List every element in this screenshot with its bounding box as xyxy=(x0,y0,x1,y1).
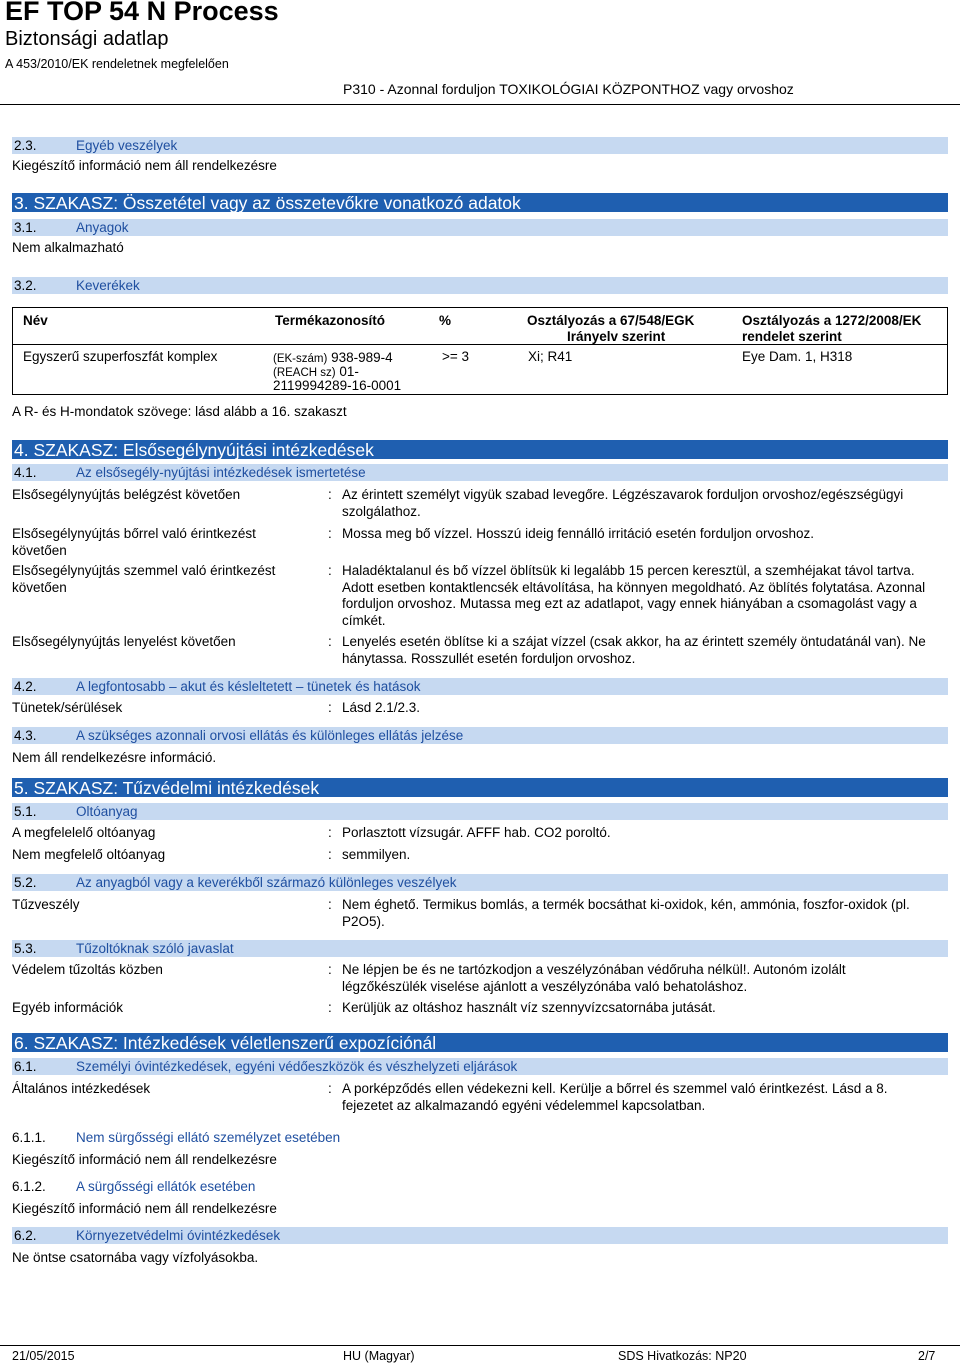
subsection-number: 6.1. xyxy=(14,1059,37,1074)
subsection-number: 5.2. xyxy=(14,875,37,890)
section-title: 6. SZAKASZ: Intézkedések véletlenszerű expozíciónál xyxy=(14,1033,437,1053)
table-row-percent: >= 3 xyxy=(442,349,470,364)
field-separator: : xyxy=(328,634,332,649)
footer-date: 21/05/2015 xyxy=(12,1349,75,1363)
p-statement: P310 - Azonnal forduljon TOXIKOLÓGIAI KÖZPONTHOZ vagy orvoshoz xyxy=(343,81,794,97)
info-text: Kiegészítő információ nem áll rendelkezésre xyxy=(12,1201,277,1216)
field-value: Ne lépjen be és ne tartózkodjon a veszélyzónában védőruha nélkül!. Autonóm izolált légzőkészülék viselése ajánlott a veszélyzónába való behatoláshoz. xyxy=(342,962,846,994)
subsection-number: 5.1. xyxy=(14,804,37,819)
subsection-title: Környezetvédelmi óvintézkedések xyxy=(76,1228,281,1243)
subsection-title: Az elsősegély-nyújtási intézkedések ismertetése xyxy=(76,465,366,480)
field-label: Elsősegélynyújtás bőrrel való érintkezést követően xyxy=(12,526,256,558)
table-row-reach-number-cont: 2119994289-16-0001 xyxy=(273,378,402,393)
col-header-directive-line2: Irányelv szerint xyxy=(567,329,666,344)
field-separator: : xyxy=(328,897,332,912)
subsection-title: Az anyagból vagy a keverékből származó különleges veszélyek xyxy=(76,875,457,890)
col-header-directive: Osztályozás a 67/548/EGK xyxy=(527,313,695,328)
subsection-title: Keverékek xyxy=(76,278,140,293)
field-label: Tűzveszély xyxy=(12,897,80,912)
subsection-number: 3.1. xyxy=(14,220,37,235)
reach-value: 01- xyxy=(339,364,359,379)
table-row-reach-number xyxy=(273,364,359,379)
section-title: 3. SZAKASZ: Összetétel vagy az összetevőkre vonatkozó adatok xyxy=(14,193,521,213)
document-title: EF TOP 54 N Process xyxy=(5,0,279,26)
subsection-title: Személyi óvintézkedések, egyéni védőeszközök és vészhelyzeti eljárások xyxy=(76,1059,518,1074)
field-label: Egyéb információk xyxy=(12,1000,124,1015)
info-text: Nem alkalmazható xyxy=(12,240,124,255)
section-title: 5. SZAKASZ: Tűzvédelmi intézkedések xyxy=(14,778,320,798)
field-label: Nem megfelelő oltóanyag xyxy=(12,847,166,862)
subsection-5-1 xyxy=(12,803,948,820)
subsection-number: 3.2. xyxy=(14,278,37,293)
subsection-4-3 xyxy=(12,727,948,744)
footer-sds-reference: SDS Hivatkozás: NP20 xyxy=(618,1349,747,1363)
subsection-5-2 xyxy=(12,874,948,891)
info-text: Nem áll rendelkezésre információ. xyxy=(12,750,217,765)
subsection-title: Oltóanyag xyxy=(76,804,138,819)
table-row-regulation-class: Eye Dam. 1, H318 xyxy=(742,349,853,364)
section-6-header xyxy=(12,1033,948,1052)
subsection-4-1 xyxy=(12,464,948,481)
field-value: Nem éghető. Termikus bomlás, a termék bocsáthat ki-oxidok, kén, ammónia, foszfor-oxidok (pl. P2O5). xyxy=(342,897,910,929)
col-header-name: Név xyxy=(23,313,48,328)
info-text: Kiegészítő információ nem áll rendelkezésre xyxy=(12,1152,277,1167)
field-separator: : xyxy=(328,1000,332,1015)
field-value: Mossa meg bő vízzel. Hosszú ideig fennálló irritáció esetén forduljon orvoshoz. xyxy=(342,526,814,541)
regulation-note: A 453/2010/EK rendeletnek megfelelően xyxy=(5,57,229,71)
subsection-6-1 xyxy=(12,1058,948,1075)
footer-page-number: 2/7 xyxy=(918,1349,936,1363)
table-header-divider xyxy=(13,344,947,345)
field-value: semmilyen. xyxy=(342,847,411,862)
reach-label: (REACH sz) xyxy=(273,367,336,379)
subsection-title: Tűzoltóknak szóló javaslat xyxy=(76,941,234,956)
subsection-title: Nem sürgősségi ellátó személyzet esetében xyxy=(76,1130,341,1145)
table-row-directive-class: Xi; R41 xyxy=(528,349,573,364)
field-label: Általános intézkedések xyxy=(12,1081,151,1096)
header-divider xyxy=(0,104,960,105)
subsection-title: A sürgősségi ellátók esetében xyxy=(76,1179,256,1194)
ec-value: 938-989-4 xyxy=(331,350,393,365)
footer-language: HU (Magyar) xyxy=(343,1349,415,1363)
info-text: Kiegészítő információ nem áll rendelkezésre xyxy=(12,158,277,173)
col-header-identifier: Termékazonosító xyxy=(275,313,386,328)
field-value: Lásd 2.1/2.3. xyxy=(342,700,421,715)
table-note: A R- és H-mondatok szövege: lásd alább a 16. szakaszt xyxy=(12,404,347,419)
footer-divider xyxy=(0,1345,960,1346)
field-label: Elsősegélynyújtás belégzést követően xyxy=(12,487,241,502)
document-subtitle: Biztonsági adatlap xyxy=(5,28,169,50)
field-separator: : xyxy=(328,1081,332,1096)
section-3-header xyxy=(12,193,948,212)
subsection-number: 4.2. xyxy=(14,679,37,694)
table-row-ec-number xyxy=(273,350,393,365)
section-title: 4. SZAKASZ: Elsősegélynyújtási intézkedések xyxy=(14,440,374,460)
field-separator: : xyxy=(328,700,332,715)
field-separator: : xyxy=(328,487,332,502)
section-4-header xyxy=(12,440,948,459)
subsection-6-2 xyxy=(12,1227,948,1244)
field-value: Az érintett személyt vigyük szabad levegőre. Légzészavarok forduljon orvoshoz/egészségügyi szolgálathoz. xyxy=(342,487,904,519)
field-label: Tünetek/sérülések xyxy=(12,700,123,715)
field-label: Védelem tűzoltás közben xyxy=(12,962,163,977)
subsection-6-1-2 xyxy=(12,1179,256,1194)
ec-label: (EK-szám) xyxy=(273,353,328,365)
field-label: A megfelelelő oltóanyag xyxy=(12,825,156,840)
field-separator: : xyxy=(328,962,332,977)
field-separator: : xyxy=(328,847,332,862)
field-separator: : xyxy=(328,526,332,541)
col-header-regulation-line2: rendelet szerint xyxy=(742,329,842,344)
subsection-title: A szükséges azonnali orvosi ellátás és különleges ellátás jelzése xyxy=(76,728,464,743)
subsection-number: 6.1.1. xyxy=(12,1130,46,1145)
subsection-5-3 xyxy=(12,940,948,957)
subsection-number: 4.1. xyxy=(14,465,37,480)
field-value: Kerüljük az oltáshoz használt víz szennyvízcsatornába jutását. xyxy=(342,1000,716,1015)
composition-table xyxy=(12,307,948,395)
field-value: Haladéktalanul és bő vízzel öblítsük ki legalább 15 percen keresztül, a szemhéjakat távol tartva. Adott esetben kontaktlencsék eltávolítása, ha könnyen megoldható. Az öblítés folytatása. Azonnal forduljon orvoshoz. Mutassa meg ezt az adatlapot, vagy ennek hiányában a csomagolást vagy a címkét. xyxy=(342,563,926,628)
field-value: A porképződés ellen védekezni kell. Kerülje a bőrrel és szemmel való érintkezést. Lásd a 8. fejezetet az alkalmazandó egyéni védelemmel kapcsolatban. xyxy=(342,1081,888,1113)
subsection-title: Egyéb veszélyek xyxy=(76,138,178,153)
field-label: Elsősegélynyújtás szemmel való érintkezést követően xyxy=(12,563,276,595)
subsection-number: 5.3. xyxy=(14,941,37,956)
info-text: Ne öntse csatornába vagy vízfolyásokba. xyxy=(12,1250,259,1265)
table-row-name: Egyszerű szuperfoszfát komplex xyxy=(23,349,218,364)
subsection-3-1 xyxy=(12,219,948,236)
subsection-3-2 xyxy=(12,277,948,294)
field-value: Lenyelés esetén öblítse ki a szájat vízzel (csak akkor, ha az érintett személy öntudatánál van). Ne hánytassa. Rosszullét esetén forduljon orvoshoz. xyxy=(342,634,926,666)
subsection-title: A legfontosabb – akut és késleltetett – tünetek és hatások xyxy=(76,679,421,694)
section-5-header xyxy=(12,778,948,797)
subsection-title: Anyagok xyxy=(76,220,129,235)
subsection-number: 2.3. xyxy=(14,138,37,153)
field-separator: : xyxy=(328,563,332,578)
col-header-regulation: Osztályozás a 1272/2008/EK xyxy=(742,313,922,328)
field-label: Elsősegélynyújtás lenyelést követően xyxy=(12,634,236,649)
subsection-number: 4.3. xyxy=(14,728,37,743)
subsection-4-2 xyxy=(12,678,948,695)
field-separator: : xyxy=(328,825,332,840)
subsection-6-1-1 xyxy=(12,1130,341,1145)
col-header-percent: % xyxy=(439,313,452,328)
field-value: Porlasztott vízsugár. AFFF hab. CO2 poroltó. xyxy=(342,825,611,840)
subsection-number: 6.1.2. xyxy=(12,1179,46,1194)
subsection-2-3 xyxy=(12,137,948,154)
subsection-number: 6.2. xyxy=(14,1228,37,1243)
